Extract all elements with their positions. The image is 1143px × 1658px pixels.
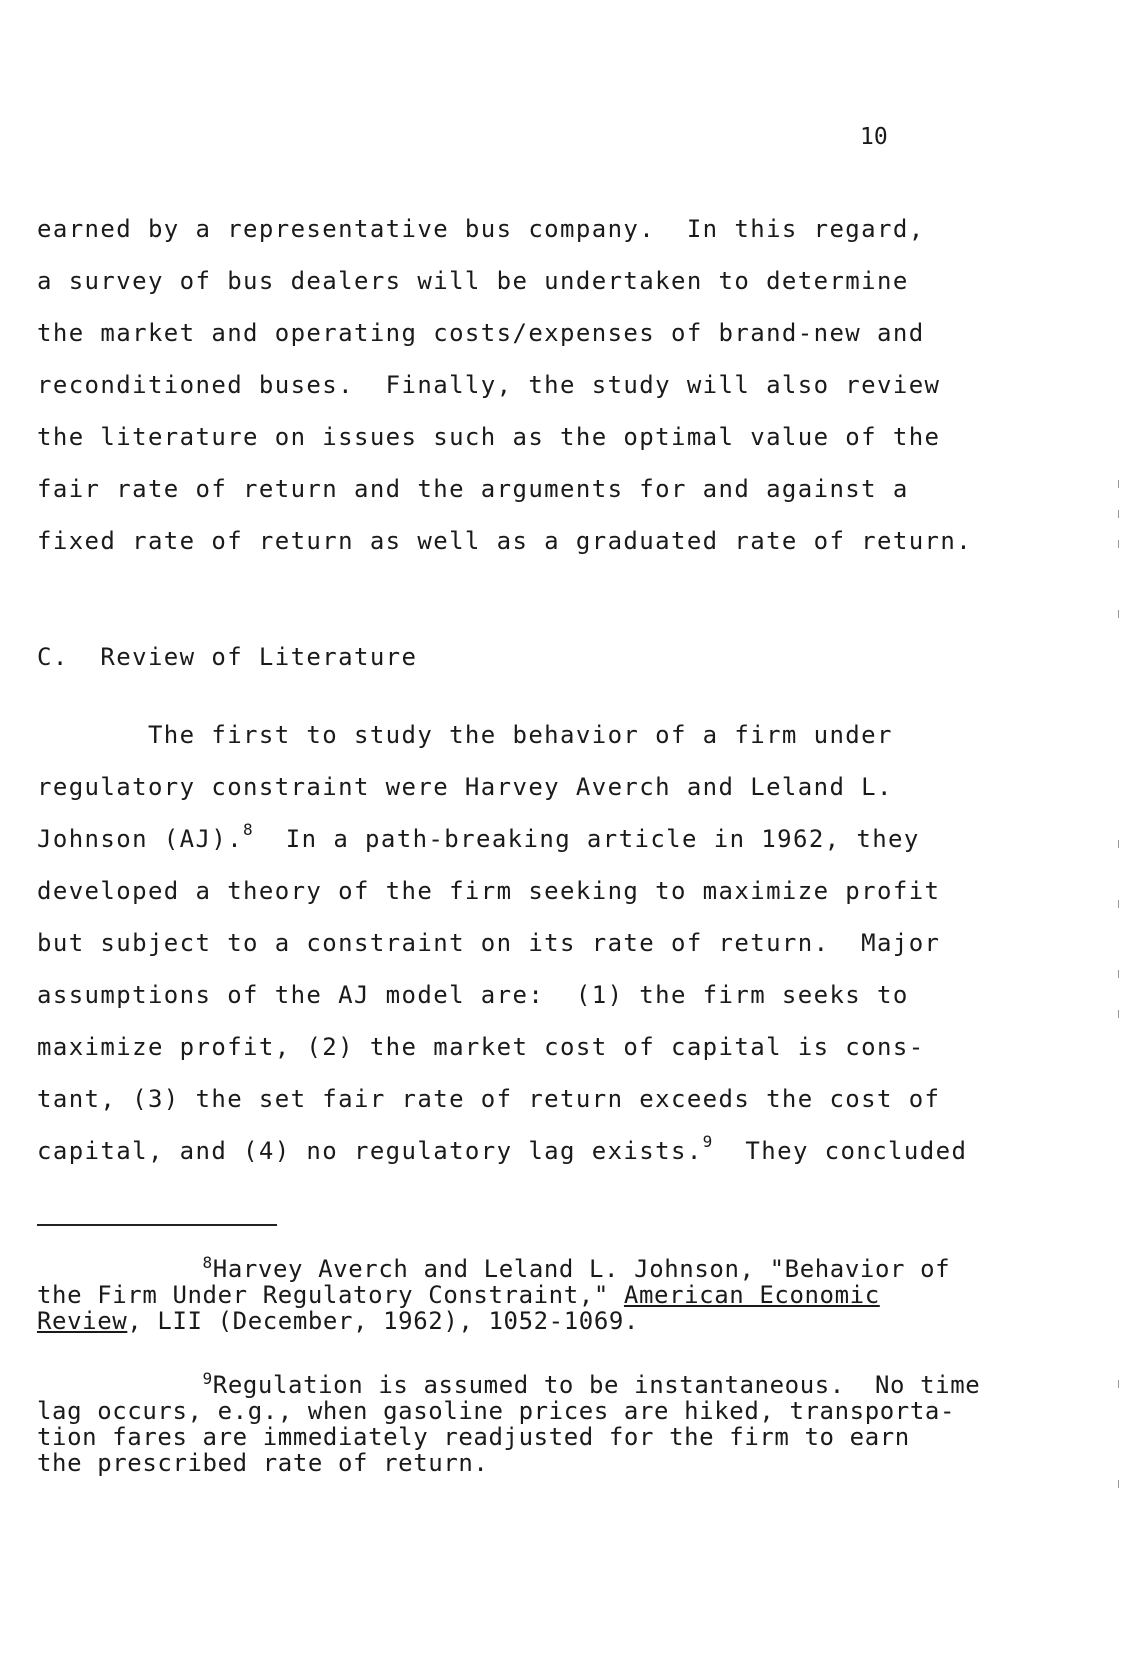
footnote-9-number: 9	[202, 1369, 213, 1388]
footnote-line: lag occurs, e.g., when gasoline prices are hiked, transporta-	[37, 1397, 956, 1425]
journal-title: Review	[37, 1307, 128, 1335]
footnote-line: the prescribed rate of return.	[37, 1449, 489, 1477]
scan-tick	[1118, 970, 1119, 978]
scan-tick	[1118, 1480, 1119, 1488]
scan-tick	[1118, 900, 1119, 908]
text-segment: the Firm Under Regulatory Constraint,"	[37, 1281, 624, 1309]
text-line: earned by a representative bus company. In this regard,	[37, 215, 925, 243]
text-line-with-footnote-8	[37, 820, 920, 857]
text-line: fixed rate of return as well as a graduated rate of return.	[37, 527, 973, 555]
text-segment: Regulation is assumed to be instantaneous. No time	[212, 1371, 981, 1399]
footnote-line	[37, 1282, 880, 1308]
text-segment: In a path-breaking article in 1962, they	[254, 825, 920, 853]
text-line: developed a theory of the firm seeking to maximize profit	[37, 877, 941, 905]
journal-title: American Economic	[623, 1281, 880, 1309]
scan-tick	[1118, 610, 1119, 618]
text-line: tant, (3) the set fair rate of return exceeds the cost of	[37, 1085, 941, 1113]
text-line: reconditioned buses. Finally, the study will also review	[37, 371, 941, 399]
text-line: maximize profit, (2) the market cost of capital is cons-	[37, 1033, 925, 1061]
footnote-line: tion fares are immediately readjusted for the firm to earn	[37, 1423, 910, 1451]
footnote-8-marker: 8	[243, 820, 255, 839]
footnote-line	[37, 1308, 639, 1334]
scan-tick	[1118, 540, 1119, 548]
text-line: regulatory constraint were Harvey Averch and Leland L.	[37, 773, 893, 801]
scan-tick	[1118, 840, 1119, 848]
scan-tick	[1118, 510, 1119, 518]
text-segment: They concluded	[713, 1137, 968, 1165]
text-line: fair rate of return and the arguments for and against a	[37, 475, 909, 503]
text-line: The first to study the behavior of a firm under	[37, 721, 893, 749]
text-segment: Harvey Averch and Leland L. Johnson, "Behavior of	[212, 1255, 951, 1283]
scan-tick	[1118, 1010, 1119, 1018]
scan-tick	[1118, 480, 1119, 488]
footnote-9-marker: 9	[702, 1132, 714, 1151]
text-line: the market and operating costs/expenses of brand-new and	[37, 319, 925, 347]
text-line-with-footnote-9	[37, 1132, 968, 1169]
page-number: 10	[860, 124, 888, 150]
footnote-8-number: 8	[202, 1253, 213, 1272]
scan-tick	[1118, 1380, 1119, 1388]
text-line: but subject to a constraint on its rate of return. Major	[37, 929, 941, 957]
text-line: a survey of bus dealers will be undertaken to determine	[37, 267, 909, 295]
footnote-divider	[37, 1224, 277, 1226]
text-segment: capital, and (4) no regulatory lag exists.	[37, 1137, 703, 1165]
text-line: assumptions of the AJ model are: (1) the firm seeks to	[37, 981, 909, 1009]
text-line: the literature on issues such as the optimal value of the	[37, 423, 941, 451]
section-heading: C. Review of Literature	[37, 643, 418, 671]
text-segment: , LII (December, 1962), 1052-1069.	[127, 1307, 639, 1335]
text-segment: Johnson (AJ).	[37, 825, 244, 853]
